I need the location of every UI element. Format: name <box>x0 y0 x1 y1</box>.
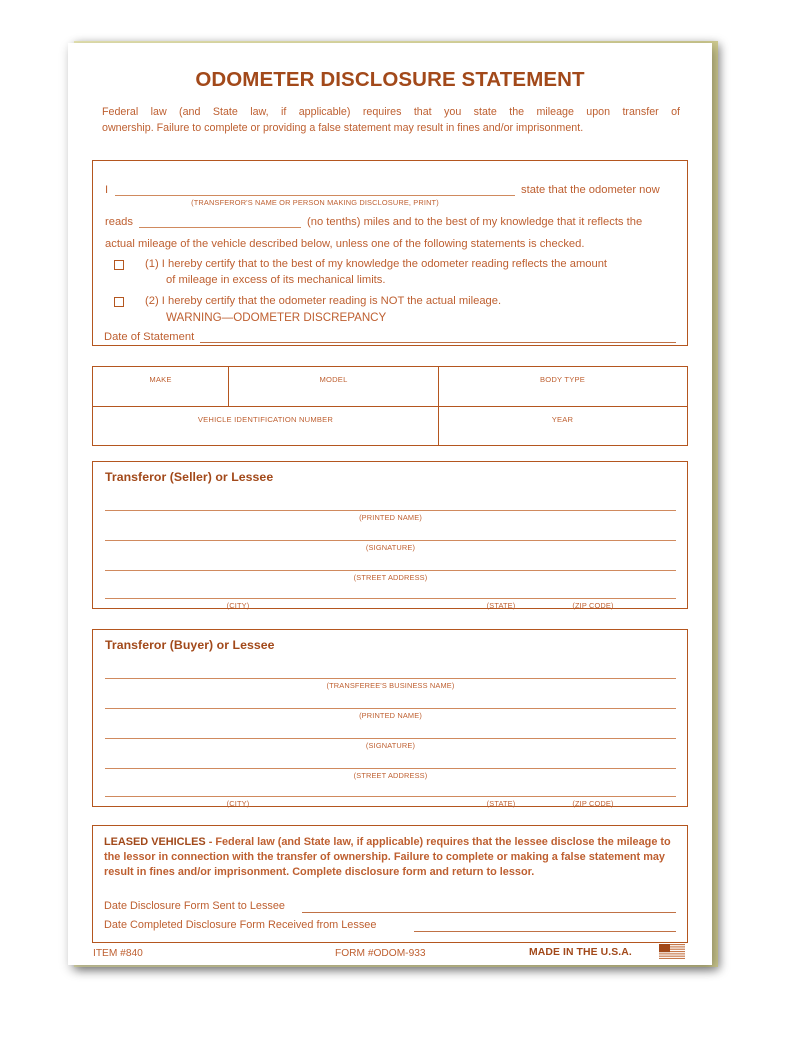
leased-vehicles-paragraph <box>104 835 676 881</box>
transferee-buyer-section <box>92 629 688 807</box>
date-sent-to-lessee-label: Date Disclosure Form Sent to Lessee <box>104 900 285 912</box>
leased-vehicles-body: - Federal law (and State law, if applicable) requires that the lessee disclose the mileage to the lessor in connection with the transfer of ownership. Failure to complete or making a false statement may result in fines and/or imprisonment. Complete disclosure form and return to lessor. <box>104 836 671 879</box>
seller-zip-caption: (ZIP CODE) <box>572 601 614 610</box>
page-title: ODOMETER DISCLOSURE STATEMENT <box>195 68 585 91</box>
vehicle-info-table <box>92 366 688 446</box>
buyer-city-caption: (CITY) <box>226 799 250 808</box>
statement-lead-i: I <box>105 184 109 196</box>
buyer-business-name-caption: (TRANSFEREE'S BUSINESS NAME) <box>326 681 455 690</box>
footer-made-in-usa: MADE IN THE U.S.A. <box>529 947 632 958</box>
vehicle-label-model: MODEL <box>319 375 348 384</box>
vehicle-label-make: MAKE <box>149 375 172 384</box>
checkbox-not-actual-mileage[interactable] <box>114 297 124 307</box>
intro-line-2: ownership. Failure to complete or providing a false statement may result in fines and/or imprisonment. <box>102 121 584 134</box>
seller-city-caption: (CITY) <box>226 601 250 610</box>
buyer-printed-name-caption: (PRINTED NAME) <box>359 711 422 720</box>
date-sent-to-lessee-input-line[interactable] <box>302 912 676 913</box>
intro-line-1: Federal law (and State law, if applicable) requires that you state the mileage upon transfer of <box>102 106 680 118</box>
date-received-from-lessee-input-line[interactable] <box>414 931 676 932</box>
vehicle-cell-make[interactable] <box>93 367 228 407</box>
statement-after-name: state that the odometer now <box>521 184 660 196</box>
buyer-street-address-line[interactable] <box>105 768 676 769</box>
vehicle-cell-body-type[interactable] <box>438 367 686 407</box>
reads-label: reads <box>105 216 133 228</box>
buyer-printed-name-line[interactable] <box>105 708 676 709</box>
checkbox-2-label: (2) I hereby certify that the odometer reading is NOT the actual mileage. <box>145 295 502 307</box>
seller-signature-line[interactable] <box>105 540 676 541</box>
leased-vehicles-section <box>92 825 688 943</box>
seller-street-address-line[interactable] <box>105 570 676 571</box>
checkbox-1-label-line-1: (1) I hereby certify that to the best of my knowledge the odometer reading reflects the amount <box>145 258 608 270</box>
buyer-business-name-line[interactable] <box>105 678 676 679</box>
vehicle-label-body-type: BODY TYPE <box>540 375 585 384</box>
vehicle-table-row-2 <box>93 406 687 446</box>
footer-item-number: ITEM #840 <box>93 948 143 959</box>
seller-street-address-caption: (STREET ADDRESS) <box>353 573 428 582</box>
transferor-name-caption: (TRANSFEROR'S NAME OR PERSON MAKING DISCLOSURE, PRINT) <box>191 198 439 207</box>
transferor-seller-section <box>92 461 688 609</box>
buyer-state-caption: (STATE) <box>486 799 516 808</box>
date-of-statement-input-line[interactable] <box>200 342 676 343</box>
intro-paragraph <box>102 105 680 136</box>
seller-heading: Transferor (Seller) or Lessee <box>105 470 274 484</box>
vehicle-cell-year[interactable] <box>438 407 686 446</box>
seller-signature-caption: (SIGNATURE) <box>365 543 416 552</box>
statement-box <box>92 160 688 346</box>
vehicle-cell-model[interactable] <box>228 367 438 407</box>
buyer-signature-line[interactable] <box>105 738 676 739</box>
buyer-street-address-caption: (STREET ADDRESS) <box>353 771 428 780</box>
footer-form-number: FORM #ODOM-933 <box>335 948 426 959</box>
odometer-discrepancy-warning: WARNING—ODOMETER DISCREPANCY <box>166 311 387 324</box>
leased-vehicles-lead: LEASED VEHICLES <box>104 836 206 848</box>
seller-city-state-zip-line[interactable] <box>105 598 676 599</box>
statement-line-3: actual mileage of the vehicle described below, unless one of the following statements is checked. <box>105 238 585 250</box>
seller-state-caption: (STATE) <box>486 601 516 610</box>
vehicle-label-vin: VEHICLE IDENTIFICATION NUMBER <box>197 415 334 424</box>
vehicle-table-row-1 <box>93 367 687 407</box>
statement-after-reads: (no tenths) miles and to the best of my knowledge that it reflects the <box>307 216 643 228</box>
checkbox-1-label-line-2: of mileage in excess of its mechanical limits. <box>166 274 386 286</box>
vehicle-cell-vin[interactable] <box>93 407 438 446</box>
checkbox-mechanical-limits[interactable] <box>114 260 124 270</box>
date-received-from-lessee-label: Date Completed Disclosure Form Received from Lessee <box>104 919 377 931</box>
buyer-city-state-zip-line[interactable] <box>105 796 676 797</box>
us-flag-icon <box>659 944 685 959</box>
odometer-reading-input-line[interactable] <box>139 227 301 228</box>
buyer-heading: Transferor (Buyer) or Lessee <box>105 638 275 652</box>
buyer-signature-caption: (SIGNATURE) <box>365 741 416 750</box>
seller-printed-name-caption: (PRINTED NAME) <box>359 513 422 522</box>
transferor-name-input-line[interactable] <box>115 195 515 196</box>
date-of-statement-label: Date of Statement <box>104 331 195 343</box>
buyer-zip-caption: (ZIP CODE) <box>572 799 614 808</box>
vehicle-label-year: YEAR <box>551 415 574 424</box>
seller-printed-name-line[interactable] <box>105 510 676 511</box>
odometer-disclosure-form-page <box>68 43 712 965</box>
